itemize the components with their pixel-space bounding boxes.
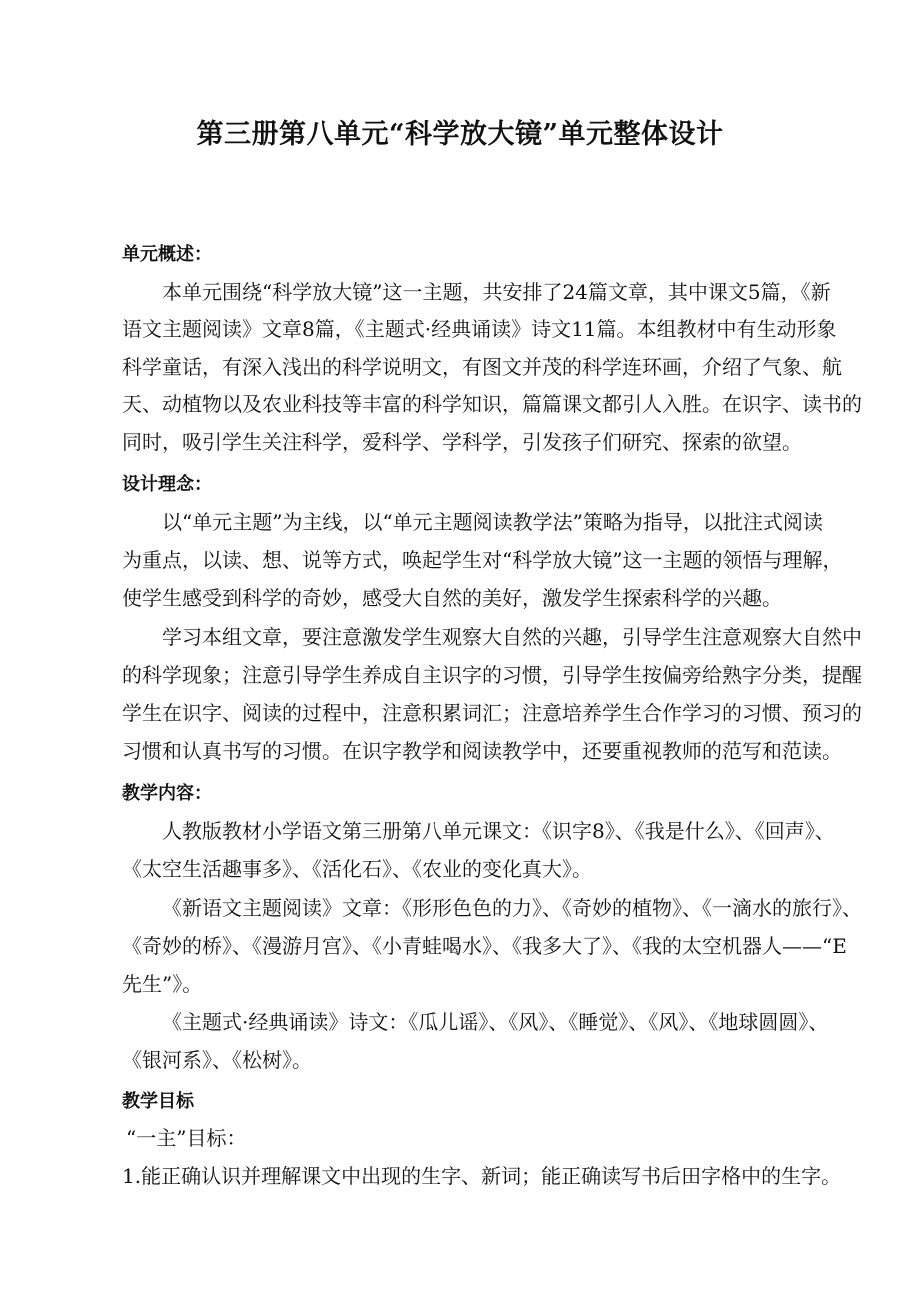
goal-item: 1.能正确认识并理解课文中出现的生字、新词；能正确读写书后田字格中的生字。 bbox=[122, 1164, 842, 1188]
paragraph-line: 本单元围绕“科学放大镜”这一主题，共安排了24篇文章，其中课文5篇，《新 bbox=[162, 280, 831, 304]
paragraph-line: 语文主题阅读》文章8篇，《主题式·经典诵读》诗文11篇。本组教材中有生动形象 bbox=[122, 317, 837, 341]
paragraph-line: 科学童话，有深入浅出的科学说明文，有图文并茂的科学连环画，介绍了气象、航 bbox=[122, 355, 842, 379]
heading-content: 教学内容： bbox=[122, 783, 212, 804]
paragraph-line: 学习本组文章，要注意激发学生观察大自然的兴趣，引导学生注意观察大自然中 bbox=[162, 625, 862, 649]
paragraph-line: 《新语文主题阅读》文章：《形形色色的力》、《奇妙的植物》、《一滴水的旅行》、 bbox=[162, 896, 862, 920]
heading-concept: 设计理念： bbox=[122, 474, 212, 495]
paragraph-line: 习惯和认真书写的习惯。在识字教学和阅读教学中，还要重视教师的范写和范读。 bbox=[122, 739, 842, 763]
heading-overview: 单元概述： bbox=[122, 244, 212, 265]
paragraph-line: 同时，吸引学生关注科学，爱科学、学科学，引发孩子们研究、探索的欲望。 bbox=[122, 430, 802, 454]
paragraph-line: 学生在识字、阅读的过程中，注意积累词汇；注意培养学生合作学习的习惯、预习的 bbox=[122, 701, 862, 725]
heading-goals: 教学目标 bbox=[122, 1091, 194, 1112]
paragraph-line: 人教版教材小学语文第三册第八单元课文：《识字8》、《我是什么》、《回声》、 bbox=[162, 819, 835, 843]
paragraph-line: 使学生感受到科学的奇妙，感受大自然的美好，激发学生探索科学的兴趣。 bbox=[122, 586, 782, 610]
paragraph-line: 先生”》。 bbox=[122, 972, 203, 996]
paragraph-line: 的科学现象；注意引导学生养成自主识字的习惯，引导学生按偏旁给熟字分类，提醒 bbox=[122, 663, 862, 687]
paragraph-line: 《主题式·经典诵读》诗文：《瓜儿谣》、《风》、《睡觉》、《风》、《地球圆圆》、 bbox=[162, 1010, 829, 1034]
goals-subheading: “一主”目标： bbox=[126, 1126, 247, 1150]
document-title: 第三册第八单元“科学放大镜”单元整体设计 bbox=[196, 119, 724, 150]
paragraph-line: 天、动植物以及农业科技等丰富的科学知识，篇篇课文都引人入胜。在识字、读书的 bbox=[122, 392, 862, 416]
paragraph-line: 《太空生活趣事多》、《活化石》、《农业的变化真大》。 bbox=[122, 857, 592, 881]
paragraph-line: 以“单元主题”为主线，以“单元主题阅读教学法”策略为指导，以批注式阅读 bbox=[162, 510, 823, 534]
paragraph-line: 为重点，以读、想、说等方式，唤起学生对“科学放大镜”这一主题的领悟与理解， bbox=[122, 548, 843, 572]
paragraph-line: 《银河系》、《松树》。 bbox=[122, 1048, 312, 1072]
paragraph-line: 《奇妙的桥》、《漫游月宫》、《小青蛙喝水》、《我多大了》、《我的太空机器人——“E bbox=[122, 934, 847, 958]
